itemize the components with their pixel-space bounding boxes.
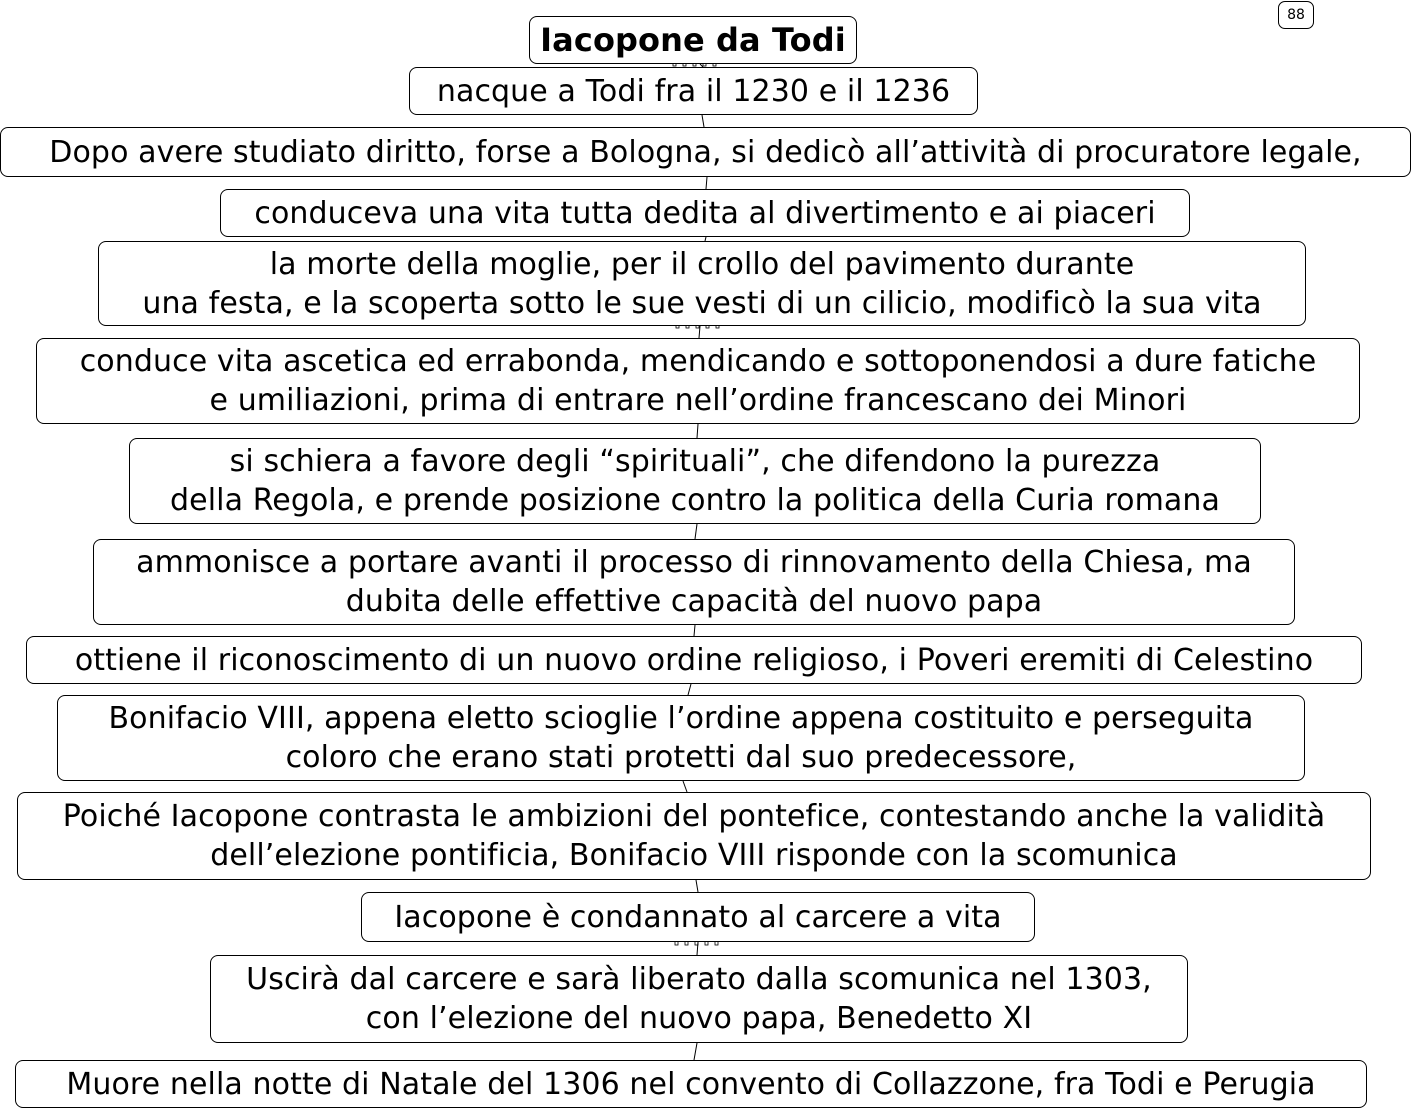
concept-node (57, 695, 1305, 781)
concept-node-line: nacque a Todi fra il 1230 e il 1236 (436, 73, 951, 109)
connector-line (688, 684, 691, 695)
concept-node-line: Dopo avere studiato diritto, forse a Bologna, si dedicò all’attività di procuratore legale, (49, 134, 1362, 170)
connector-line (697, 424, 698, 438)
concept-node-line: Iacopone è condannato al carcere a vita (394, 899, 1002, 935)
concept-node-line: conduce vita ascetica ed errabonda, mendicando e sottoponendosi a dure fatiche (79, 344, 1317, 379)
concept-node-line: della Regola, e prende posizione contro la politica della Curia romana (170, 483, 1220, 518)
concept-node-line: Poiché Iacopone contrasta le ambizioni del pontefice, contestando anche la validità (62, 799, 1326, 834)
concept-node-line: una festa, e la scoperta sotto le sue vesti di un cilicio, modificò la sua vita (142, 285, 1262, 321)
concept-node-line: ammonisce a portare avanti il processo di rinnovamento della Chiesa, ma (136, 545, 1252, 580)
concept-node (409, 67, 978, 115)
diagram-title (529, 16, 857, 64)
concept-node-line: con l’elezione del nuovo papa, Benedetto XI (365, 1001, 1033, 1036)
diagram-title-text: Iacopone da Todi (540, 20, 846, 59)
concept-node (93, 539, 1295, 625)
connector-line (695, 524, 697, 539)
concept-node (361, 892, 1035, 942)
concept-node (15, 1060, 1367, 1108)
concept-node-line: ottiene il riconoscimento di un nuovo ordine religioso, i Poveri eremiti di Celestino (74, 642, 1314, 678)
concept-node-line: conduceva una vita tutta dedita al divertimento e ai piaceri (254, 195, 1156, 231)
connector-line (706, 177, 707, 189)
concept-node (17, 792, 1371, 880)
connector-line (696, 880, 698, 892)
connector-line (683, 781, 687, 792)
concept-node-line: dell’elezione pontificia, Bonifacio VIII risponde con la scomunica (210, 838, 1178, 873)
concept-node-line: dubita delle effettive capacità del nuovo papa (345, 584, 1043, 619)
concept-node (210, 955, 1188, 1043)
concept-node (220, 189, 1190, 237)
concept-node-line: Bonifacio VIII, appena eletto scioglie l’ordine appena costituito e perseguita (108, 701, 1254, 736)
concept-node (36, 338, 1360, 424)
concept-node (98, 241, 1306, 326)
page-number-badge: 88 (1278, 1, 1314, 29)
concept-node (129, 438, 1261, 524)
concept-node-line: si schiera a favore degli “spirituali”, che difendono la purezza (229, 444, 1161, 479)
concept-node (0, 127, 1411, 177)
concept-node-line: Uscirà dal carcere e sarà liberato dalla scomunica nel 1303, (246, 962, 1152, 997)
concept-node-line: la morte della moglie, per il crollo del pavimento durante (269, 246, 1135, 282)
connector-line (694, 1043, 697, 1060)
concept-node-line: coloro che erano stati protetti dal suo predecessore, (285, 740, 1077, 775)
concept-node-line: Muore nella notte di Natale del 1306 nel convento di Collazzone, fra Todi e Perugia (66, 1066, 1316, 1102)
connector-line (694, 625, 695, 636)
connector-line (702, 115, 704, 127)
concept-node-line: e umiliazioni, prima di entrare nell’ordine francescano dei Minori (209, 383, 1187, 418)
concept-node (26, 636, 1362, 684)
